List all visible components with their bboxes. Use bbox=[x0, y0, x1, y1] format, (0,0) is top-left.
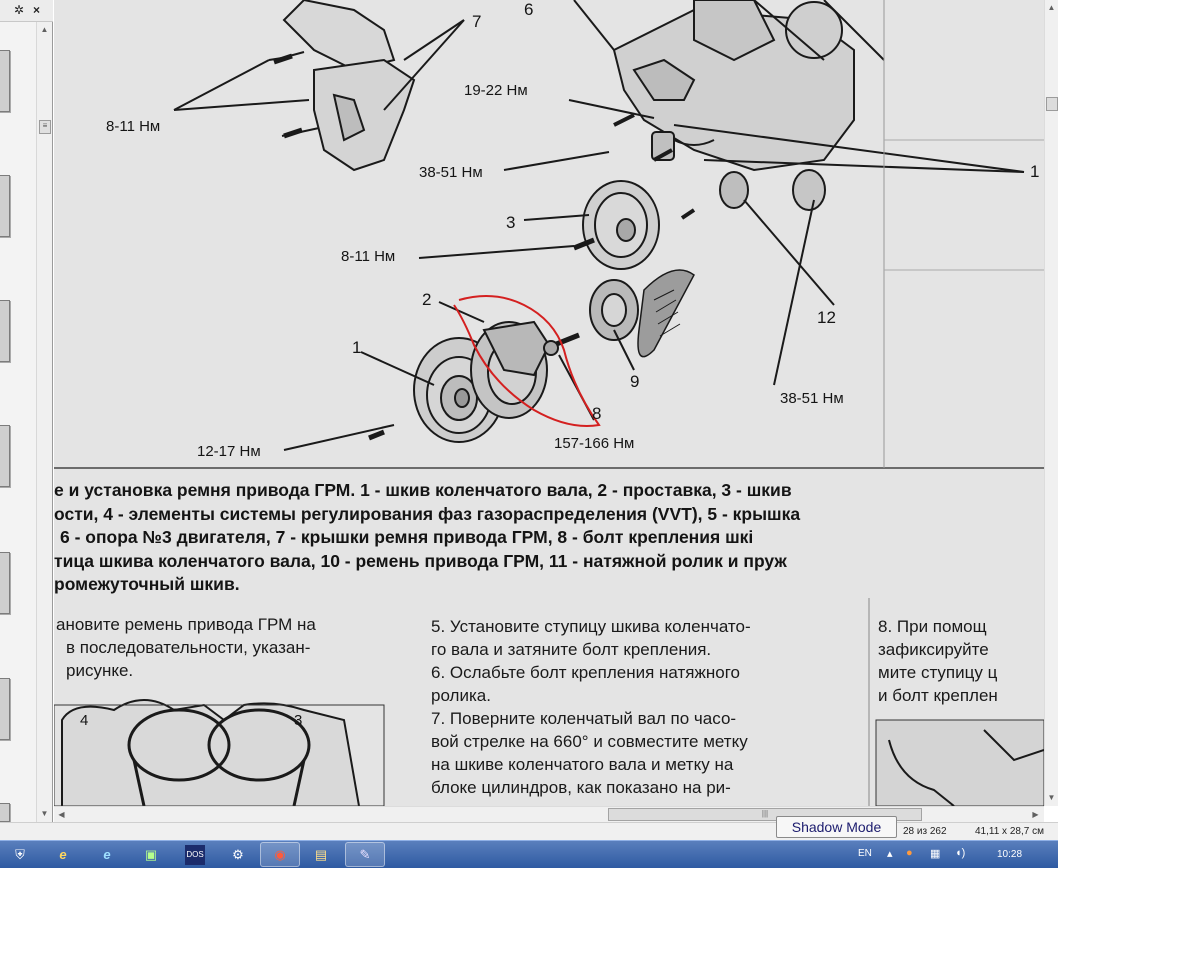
page-size-indicator: 41,11 x 28,7 см bbox=[975, 826, 1044, 837]
network-icon[interactable]: ▦ bbox=[930, 848, 941, 860]
torque-callout: 157-166 Нм bbox=[554, 435, 635, 452]
part-number: 12 bbox=[817, 308, 836, 327]
page-thumbnail[interactable] bbox=[0, 300, 10, 362]
close-icon[interactable]: × bbox=[33, 3, 41, 17]
body-text-line: блоке цилиндров, как показано на ри- bbox=[431, 778, 731, 797]
page-thumbnail[interactable] bbox=[0, 50, 10, 112]
volume-icon[interactable]: ◖) bbox=[955, 847, 966, 859]
shadow-mode-tooltip: Shadow Mode bbox=[776, 816, 897, 838]
page-thumbnail[interactable] bbox=[0, 552, 10, 614]
folder-icon[interactable]: ▤ bbox=[314, 847, 328, 862]
body-text-line: 7. Поверните коленчатый вал по часо- bbox=[431, 709, 737, 728]
body-text-line: в последовательности, указан- bbox=[66, 638, 311, 657]
part-number: 2 bbox=[422, 290, 432, 309]
part-number: 1 bbox=[352, 338, 362, 357]
body-text-line: на шкиве коленчатого вала и метку на bbox=[431, 755, 734, 774]
body-text-line: го вала и затяните болт крепления. bbox=[431, 640, 712, 659]
scanned-page bbox=[54, 0, 1044, 806]
part-number: 8 bbox=[592, 404, 602, 423]
body-text-line: ролика. bbox=[431, 686, 491, 705]
scroll-left-icon[interactable]: ◀ bbox=[58, 810, 65, 819]
figure-label: 3 bbox=[294, 712, 303, 729]
page-thumbnail[interactable] bbox=[0, 175, 10, 237]
body-text-line: 5. Установите ступицу шкива коленчато- bbox=[431, 617, 751, 636]
taskbar bbox=[0, 840, 1058, 868]
thumbnail-panel-header bbox=[0, 0, 53, 22]
page-thumbnail[interactable] bbox=[0, 803, 10, 822]
shield-icon[interactable]: ⛨ bbox=[15, 847, 25, 862]
part-number: 6 bbox=[524, 0, 534, 19]
chrome-icon: ◉ bbox=[274, 847, 286, 862]
part-number: 7 bbox=[472, 12, 482, 31]
body-text-line: 6. Ослабьте болт крепления натяжного bbox=[431, 663, 740, 682]
scroll-right-icon[interactable]: ▶ bbox=[1032, 810, 1039, 819]
body-text-line: и болт креплен bbox=[878, 686, 998, 705]
document-viewport[interactable] bbox=[54, 0, 1044, 806]
page-indicator: 28 из 262 bbox=[903, 826, 947, 837]
chrome-taskbar-button[interactable] bbox=[260, 842, 300, 867]
torque-callout: 38-51 Нм bbox=[780, 390, 844, 407]
torque-callout: 8-11 Нм bbox=[341, 248, 396, 265]
status-bar bbox=[0, 822, 1058, 840]
vertical-scrollbar[interactable] bbox=[1044, 0, 1058, 806]
body-text-line: вой стрелке на 660° и совместите метку bbox=[431, 732, 748, 751]
body-text-line: 8. При помощ bbox=[878, 617, 987, 636]
chevron-up-icon[interactable]: ▴ bbox=[887, 848, 893, 860]
scroll-up-icon[interactable]: ▲ bbox=[1047, 3, 1056, 12]
figure-label: 4 bbox=[80, 712, 89, 729]
app-icon[interactable]: ▣ bbox=[144, 847, 158, 862]
viewer-icon: ✎ bbox=[359, 847, 371, 862]
figure-caption-line: ости, 4 - элементы системы регулирования фаз газораспределения (VVT), 5 - крышка bbox=[54, 504, 801, 524]
body-text-line: мите ступицу ц bbox=[878, 663, 998, 682]
figure-caption-line: 6 - опора №3 двигателя, 7 - крышки ремня привода ГРМ, 8 - болт крепления шкі bbox=[60, 527, 754, 547]
tools-icon[interactable]: ⚙ bbox=[232, 847, 244, 862]
scroll-up-icon[interactable]: ▲ bbox=[40, 25, 49, 34]
clock[interactable]: 10:28 bbox=[997, 849, 1023, 860]
page-thumbnail[interactable] bbox=[0, 678, 10, 740]
thumbnail-scroll-thumb[interactable]: ≡ bbox=[39, 120, 51, 134]
page-thumbnail[interactable] bbox=[0, 425, 10, 487]
thumbnail-scrollbar[interactable] bbox=[36, 22, 52, 822]
tray-app-icon[interactable]: ● bbox=[906, 847, 913, 859]
gear-icon[interactable]: ✲ bbox=[14, 3, 25, 17]
figure-caption-line: е и установка ремня привода ГРМ. 1 - шкив коленчатого вала, 2 - проставка, 3 - шкив bbox=[54, 480, 792, 500]
viewer-taskbar-button[interactable] bbox=[345, 842, 385, 867]
language-indicator[interactable]: EN bbox=[858, 848, 872, 859]
body-text-line: рисунке. bbox=[66, 661, 134, 680]
figure-caption-line: ромежуточный шкив. bbox=[54, 574, 240, 594]
torque-callout: 38-51 Нм bbox=[419, 164, 483, 181]
torque-callout: 12-17 Нм bbox=[197, 443, 261, 460]
vertical-scroll-thumb[interactable] bbox=[1046, 97, 1058, 111]
ie-icon[interactable]: e bbox=[59, 847, 67, 862]
figure-caption-line: тица шкива коленчатого вала, 10 - ремень привода ГРМ, 11 - натяжной ролик и пруж bbox=[54, 551, 787, 571]
scroll-down-icon[interactable]: ▼ bbox=[40, 809, 49, 818]
torque-callout: 8-11 Нм bbox=[106, 118, 161, 135]
horizontal-scroll-thumb[interactable]: ||| bbox=[608, 808, 922, 821]
part-number: 3 bbox=[506, 213, 516, 232]
ie-icon[interactable]: e bbox=[103, 847, 111, 862]
torque-callout: 19-22 Нм bbox=[464, 82, 528, 99]
part-number: 9 bbox=[630, 372, 640, 391]
body-text-line: зафиксируйте bbox=[878, 640, 989, 659]
part-number: 1 bbox=[1030, 162, 1040, 181]
body-text-line: ановите ремень привода ГРМ на bbox=[56, 615, 316, 634]
dos-icon[interactable]: DOS bbox=[185, 845, 205, 865]
thumbnail-panel bbox=[0, 0, 53, 822]
scroll-down-icon[interactable]: ▼ bbox=[1047, 793, 1056, 802]
